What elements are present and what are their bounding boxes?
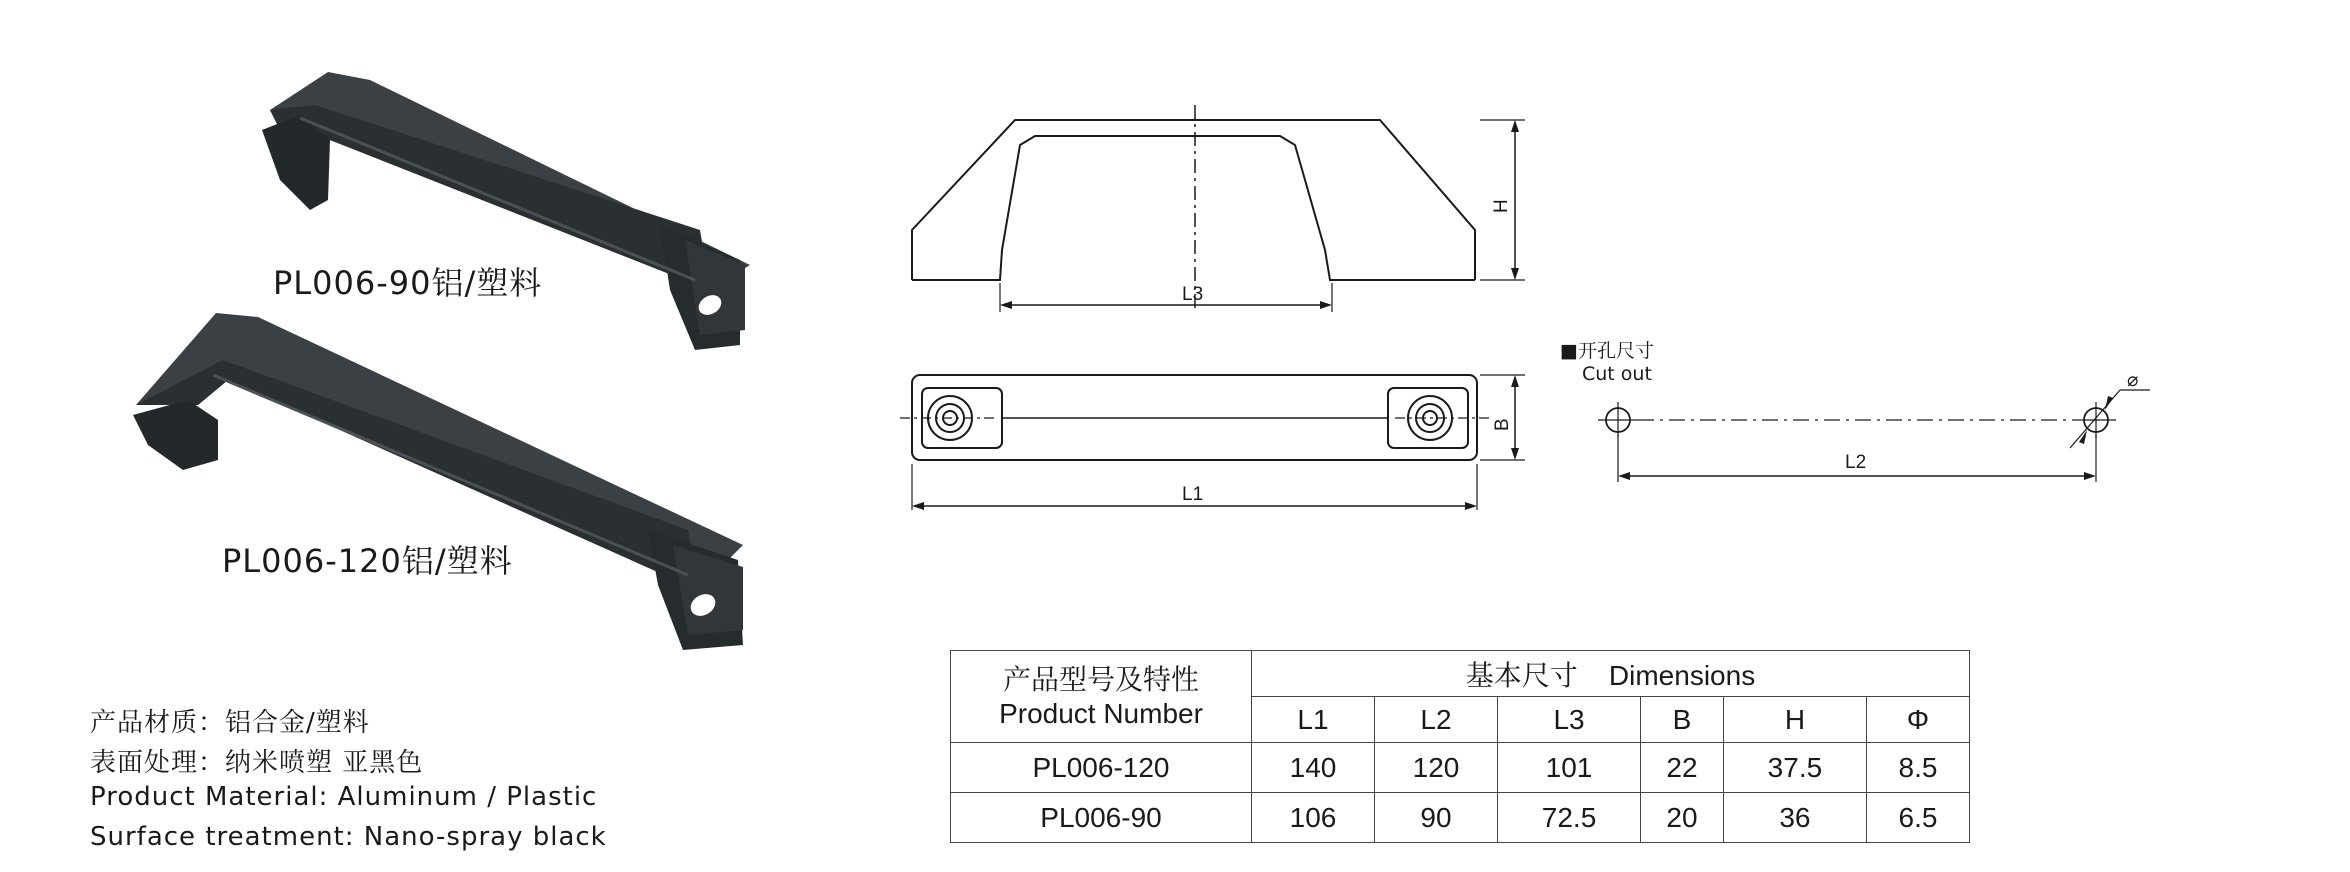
handle-photo-pl006-120 [128,305,768,650]
dimensions-header: 基本尺寸 Dimensions [1252,651,1970,697]
cell-product: PL006-90 [951,793,1252,843]
material-en: Product Material: Aluminum / Plastic [90,782,598,812]
label-l1: L1 [1182,484,1204,505]
dimensions-table [950,650,1970,843]
cell-h: 37.5 [1723,743,1866,793]
cutout-label-en: Cut out [1582,363,1652,385]
cell-b: 20 [1641,793,1724,843]
cutout-drawing [1590,370,2170,490]
cell-h: 36 [1723,793,1866,843]
cell-l3: 72.5 [1498,793,1641,843]
col-header-l3: L3 [1498,697,1641,743]
col-header-phi: Φ [1866,697,1969,743]
product-label-pl006-90: PL006-90铝/塑料 [273,264,543,302]
side-view-drawing [900,100,1560,320]
col-header-h: H [1723,697,1866,743]
label-phi: ⌀ [2127,370,2139,391]
cell-l2: 120 [1375,743,1498,793]
top-view-drawing [900,360,1560,520]
table-row [951,793,1970,843]
surface-en: Surface treatment: Nano-spray black [90,822,607,852]
product-number-header [951,651,1252,743]
product-label-pl006-120: PL006-120铝/塑料 [222,542,513,580]
cell-l3: 101 [1498,743,1641,793]
col-header-l1: L1 [1252,697,1375,743]
surface-cn: 表面处理：纳米喷塑 亚黑色 [90,748,424,778]
label-l2: L2 [1845,452,1867,473]
cutout-label-cn: ■开孔尺寸 [1560,340,1654,362]
cell-b: 22 [1641,743,1724,793]
product-header-en: Product Number [999,697,1203,729]
label-h: H [1491,199,1512,213]
cell-l2: 90 [1375,793,1498,843]
cell-l1: 106 [1252,793,1375,843]
col-header-b: B [1641,697,1724,743]
material-cn: 产品材质：铝合金/塑料 [90,708,370,738]
col-header-l2: L2 [1375,697,1498,743]
product-header-cn: 产品型号及特性 [1002,663,1199,695]
cell-phi: 8.5 [1866,743,1969,793]
cell-product: PL006-120 [951,743,1252,793]
cell-l1: 140 [1252,743,1375,793]
cell-phi: 6.5 [1866,793,1969,843]
label-l3: L3 [1182,284,1204,305]
label-b: B [1492,418,1513,431]
table-row [951,743,1970,793]
